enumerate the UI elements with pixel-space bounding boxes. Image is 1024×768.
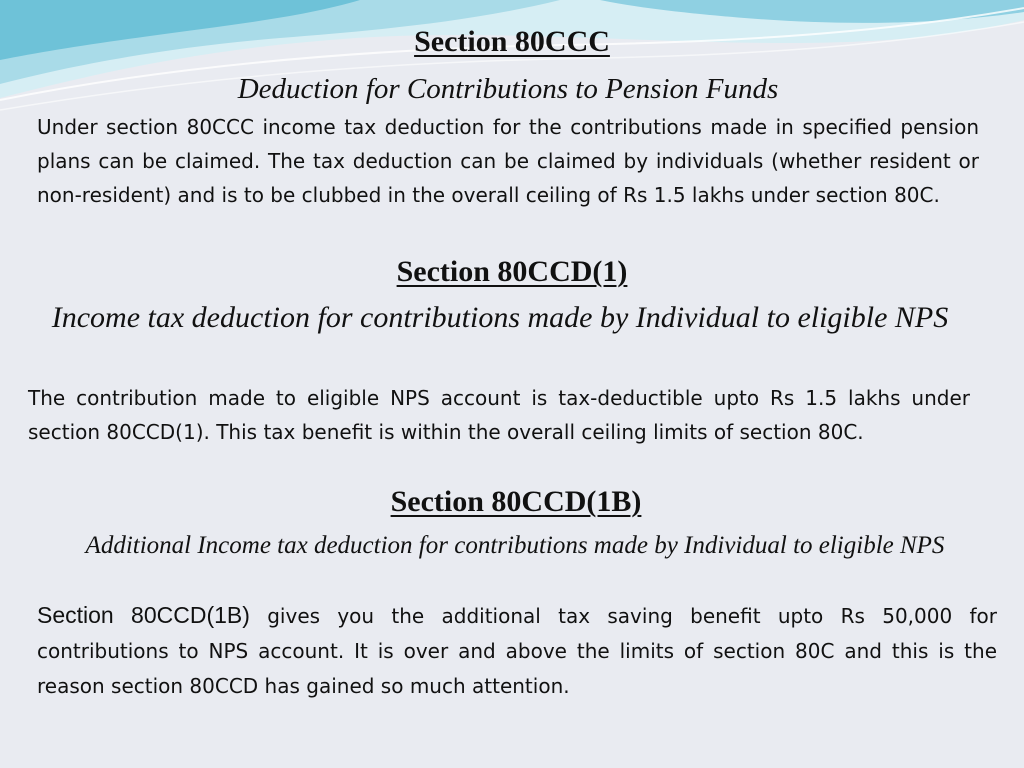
subheading-80ccd1b: Additional Income tax deduction for contributions made by Individual to eligible NPS [85,532,945,559]
subheading-80ccd1: Income tax deduction for contributions made by Individual to eligible NPS [51,301,949,334]
heading-80ccc: Section 80CCC [414,25,610,58]
body-80ccd1: The contribution made to eligible NPS account is tax-deductible upto Rs 1.5 lakhs under section 80CCD(1). This tax benefit is within the overall ceiling limits of section 80C. [28,386,970,444]
body-text: gives you the additional tax saving benefit upto Rs 50,000 for contributions to NPS account. It is over and above the limits of section 80C and this is the reason section 80CCD has gained so much attention. [37,604,997,698]
subheading-80ccc: Deduction for Contributions to Pension Funds [237,73,779,105]
body-80ccc: Under section 80CCC income tax deduction for the contributions made in specified pension plans can be claimed. The tax deduction can be claimed by individuals (whether resident or non-resident) and is to be clubbed in the overall ceiling of Rs 1.5 lakhs under section 80C. [37,115,979,207]
heading-80ccd1: Section 80CCD(1) [396,255,628,288]
body-80ccd1b [37,598,997,704]
heading-80ccd1b: Section 80CCD(1B) [390,485,642,518]
body-lead-term: Section 80CCD(1B) [37,602,250,628]
